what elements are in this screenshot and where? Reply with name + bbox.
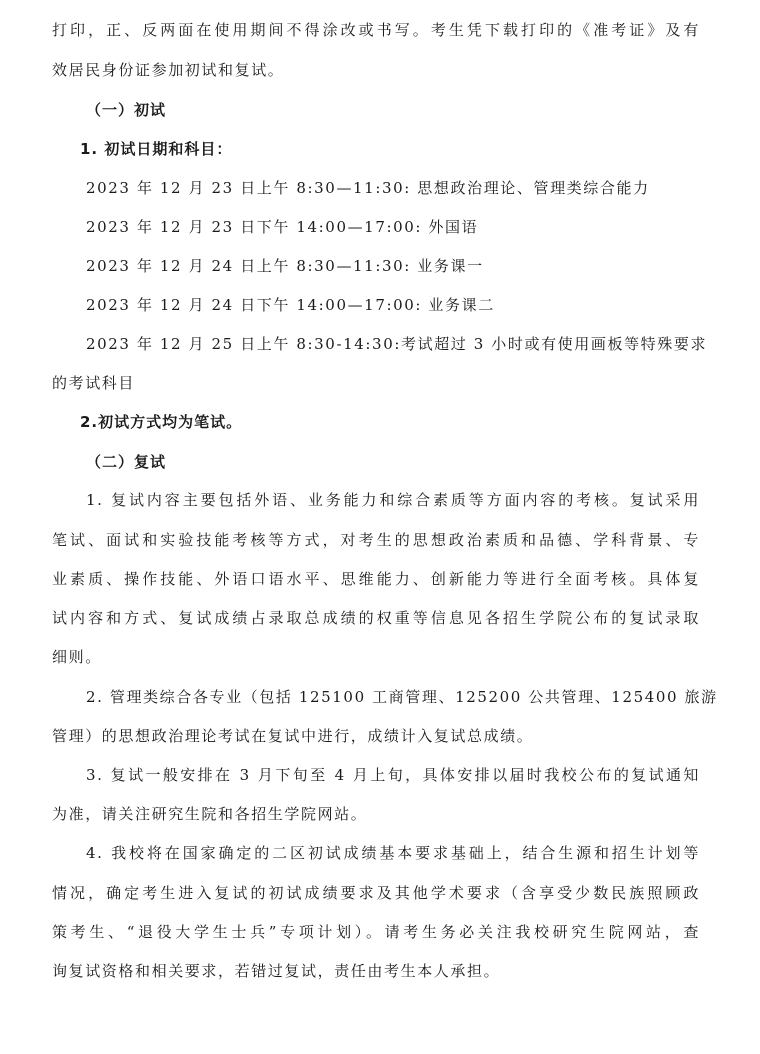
paragraph-line: 3. 复试一般安排在 3 月下旬至 4 月上旬，具体安排以届时我校公布的复试通知 (86, 766, 700, 784)
intro-line-2: 效居民身份证参加初试和复试。 (52, 61, 285, 79)
paragraph-line: 2. 管理类综合各专业（包括 125100 工商管理、125200 公共管理、125400 旅游 (86, 688, 718, 706)
item-title-exam-schedule: 1. 初试日期和科目： (80, 140, 233, 158)
paragraph-line: 业素质、操作技能、外语口语水平、思维能力、创新能力等进行全面考核。具体复 (52, 570, 700, 588)
paragraph-line: 情况，确定考生进入复试的初试成绩要求及其他学术要求（含享受少数民族照顾政 (52, 884, 700, 902)
schedule-line: 2023 年 12 月 25 日上午 8:30-14:30:考试超过 3 小时或有使用画板等特殊要求 (86, 335, 708, 353)
paragraph-line: 4. 我校将在国家确定的二区初试成绩基本要求基础上，结合生源和招生计划等 (86, 844, 700, 862)
schedule-line: 2023 年 12 月 24 日上午 8:30—11:30: 业务课一 (86, 257, 484, 275)
paragraph-line: 询复试资格和相关要求，若错过复试，责任由考生本人承担。 (52, 962, 501, 980)
paragraph-line: 笔试、面试和实验技能考核等方式，对考生的思想政治素质和品德、学科背景、专 (52, 531, 700, 549)
schedule-line: 2023 年 12 月 23 日上午 8:30—11:30: 思想政治理论、管理类综合能力 (86, 179, 650, 197)
intro-line-1: 打印，正、反两面在使用期间不得涂改或书写。考生凭下载打印的《准考证》及有 (52, 21, 700, 39)
schedule-line: 2023 年 12 月 24 日下午 14:00—17:00: 业务课二 (86, 296, 495, 314)
section-heading-retest: （二）复试 (86, 453, 167, 471)
paragraph-line: 试内容和方式、复试成绩占录取总成绩的权重等信息见各招生学院公布的复试录取 (52, 609, 700, 627)
item-title-exam-method: 2.初试方式均为笔试。 (80, 413, 243, 431)
paragraph-line: 为准，请关注研究生院和各招生学院网站。 (52, 805, 368, 823)
section-heading-preliminary: （一）初试 (86, 101, 167, 119)
schedule-line-continuation: 的考试科目 (52, 374, 136, 392)
paragraph-line: 管理）的思想政治理论考试在复试中进行，成绩计入复试总成绩。 (52, 727, 534, 745)
schedule-line: 2023 年 12 月 23 日下午 14:00—17:00: 外国语 (86, 218, 479, 236)
paragraph-line: 策考生、“退役大学生士兵”专项计划）。请考生务必关注我校研究生院网站，查 (52, 923, 700, 941)
paragraph-line: 细则。 (52, 648, 102, 666)
paragraph-line: 1. 复试内容主要包括外语、业务能力和综合素质等方面内容的考核。复试采用 (86, 491, 700, 509)
